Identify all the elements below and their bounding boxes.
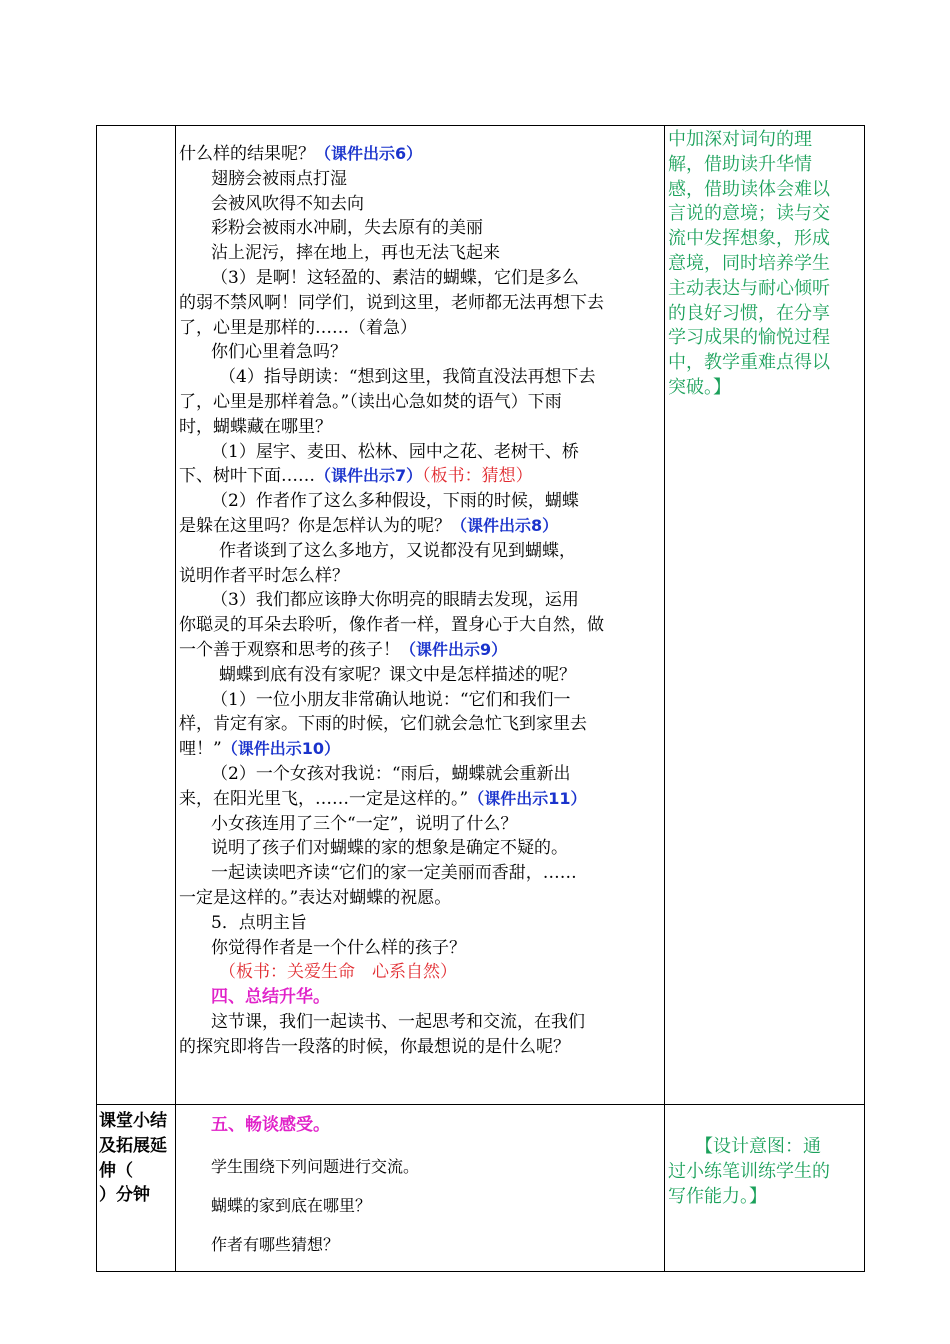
line-text: （4）指导朗读：“想到这里，我简直没法再想下去 [219,367,596,388]
line-text: 说明作者平时怎么样？ [179,565,349,586]
line-text: 彩粉会被雨水冲刷，失去原有的美丽 [211,218,483,239]
line-text: （3）我们都应该睁大你明亮的眼睛去发现，运用 [211,590,579,611]
text-line [179,688,664,713]
line-text: 下、树叶下面…… [179,466,315,487]
line-text: （1）屋宇、麦田、松林、园中之花、老树干、桥 [211,441,579,462]
text-line [179,737,664,762]
line-text: （3）是啊！这轻盈的、素洁的蝴蝶，它们是多么 [211,267,579,288]
design-intent-line: 突破。】 [668,376,731,398]
design-intent-line: 意境，同时培养学生 [668,252,830,274]
text-line [179,712,664,737]
section-heading: 五、畅谈感受。 [211,1115,330,1135]
table-row [97,1105,865,1272]
text-line [179,1035,664,1060]
line-text: 这节课，我们一起读书、一起思考和交流，在我们 [211,1011,585,1032]
text-line [179,167,664,192]
design-intent-line: 流中发挥想象，形成 [668,228,830,250]
stage-label-line: 及拓展延 [99,1135,167,1156]
line-text: 是躲在这里吗？你是怎样认为的呢？ [179,515,451,536]
text-line: 学生围绕下列问题进行交流。 [211,1156,420,1176]
text-line [179,464,664,489]
text-line [179,787,664,812]
line-text: 了，心里是那样着急。”（读出心急如焚的语气）下雨 [179,391,562,412]
text-line [179,812,664,837]
text-line [179,291,664,316]
text-line [179,440,664,465]
line-text: 时，蝴蝶藏在哪里？ [179,416,332,437]
stage-label-line: ）分钟 [99,1185,150,1206]
line-text: 哩！” [179,739,222,760]
teaching-process-cell [176,1105,665,1272]
text-line [179,663,664,688]
slide-cue: （课件出示11） [468,788,587,808]
design-intent-line: 感，借助读体会难以 [668,178,830,200]
line-text: 说明了孩子们对蝴蝶的家的想象是确定不疑的。 [211,838,568,859]
design-intent-line: 的良好习惯，在分享 [668,302,830,324]
line-text: （1）一位小朋友非常确认地说：“它们和我们一 [211,689,571,710]
line-text: 小女孩连用了三个“一定”，说明了什么？ [211,813,518,834]
line-text: 你聪灵的耳朵去聆听，像作者一样，置身心于大自然，做 [179,615,604,636]
line-text: 你们心里着急吗？ [211,342,347,363]
table-row [97,126,865,1105]
design-intent-line: 中，教学重难点得以 [668,352,830,374]
line-text: 一起读读吧齐读“它们的家一定美丽而香甜，…… [211,863,577,884]
text-line: 作者有哪些猜想？ [211,1234,340,1254]
stage-label-line: 伸（ [99,1160,133,1181]
text-line [179,911,664,936]
text-line [179,1010,664,1035]
slide-cue: （课件出示10） [221,739,340,759]
text-line [179,216,664,241]
text-line [179,340,664,365]
text-line [179,886,664,911]
design-intent-line: 主动表达与耐心倾听 [668,277,830,299]
text-line [179,390,664,415]
blackboard-note: （板书：猜想） [422,466,533,487]
line-text: 的弱不禁风啊！同学们，说到这里，老师都无法再想下去 [179,292,604,313]
text-line [179,365,664,390]
stage-label-line: 课堂小结 [99,1111,167,1131]
design-intent-line: 【设计意图：通 [668,1136,821,1157]
text-line [179,762,664,787]
text-line [179,638,664,663]
text-line [179,489,664,514]
line-text: 了，心里是那样的……（着急） [179,317,417,338]
slide-cue: （课件出示6） [315,144,423,163]
slide-cue: （课件出示7） [315,466,423,486]
line-text: （2）作者作了这么多种假设，下雨的时候，蝴蝶 [211,491,579,512]
design-intent-cell [665,126,865,1105]
line-text: （2）一个女孩对我说：“雨后，蝴蝶就会重新出 [211,763,571,784]
line-text: 一个善于观察和思考的孩子！ [179,639,400,660]
design-intent-line: 过小练笔训练学生的 [668,1160,830,1182]
line-text: 你觉得作者是一个什么样的孩子？ [211,937,466,958]
line-text: 来，在阳光里飞，……一定是这样的。” [179,788,469,809]
text-line [179,142,664,167]
design-intent-line: 解，借助读升华情 [668,153,812,175]
line-text: 什么样的结果呢？ [179,144,315,164]
line-text: 沾上泥污，摔在地上，再也无法飞起来 [211,243,500,264]
text-line [179,985,664,1010]
slide-cue: （课件出示9） [400,639,508,659]
stage-label-cell [97,126,176,1105]
stage-label-cell [97,1105,176,1272]
text-line [179,960,664,985]
design-intent-line: 写作能力。】 [668,1185,767,1207]
design-intent-line: 中加深对词句的理 [668,129,812,150]
text-line [179,241,664,266]
text-line [179,588,664,613]
line-text: 会被风吹得不知去向 [211,193,364,214]
design-intent-cell [665,1105,865,1272]
text-line [179,836,664,861]
blackboard-note: （板书：关爱生命 心系自然） [219,962,457,983]
section-heading: 四、总结升华。 [211,987,330,1008]
teaching-process-cell [176,126,665,1105]
line-text: 的探究即将告一段落的时候，你最想说的是什么呢？ [179,1036,570,1057]
text-line [179,192,664,217]
text-line [179,613,664,638]
line-text: 蝴蝶到底有没有家呢？课文中是怎样描述的呢？ [219,664,576,685]
text-line [179,539,664,564]
text-line [179,514,664,539]
line-text: 翅膀会被雨点打湿 [211,168,347,189]
line-text: 样，肯定有家。下雨的时候，它们就会急忙飞到家里去 [179,714,587,735]
text-line [179,564,664,589]
line-text: 一定是这样的。”表达对蝴蝶的祝愿。 [179,887,452,908]
text-line [179,415,664,440]
text-line [179,861,664,886]
design-intent-line: 言说的意境；读与交 [668,203,830,225]
text-line [179,316,664,341]
slide-cue: （课件出示8） [451,515,559,535]
line-text: 作者谈到了这么多地方，又说都没有见到蝴蝶， [219,540,576,561]
text-line [179,936,664,961]
line-text: 5．点明主旨 [211,912,307,933]
text-line: 蝴蝶的家到底在哪里？ [211,1195,372,1215]
text-line [179,266,664,291]
lesson-plan-table [96,125,865,1272]
design-intent-line: 学习成果的愉悦过程 [668,327,830,349]
